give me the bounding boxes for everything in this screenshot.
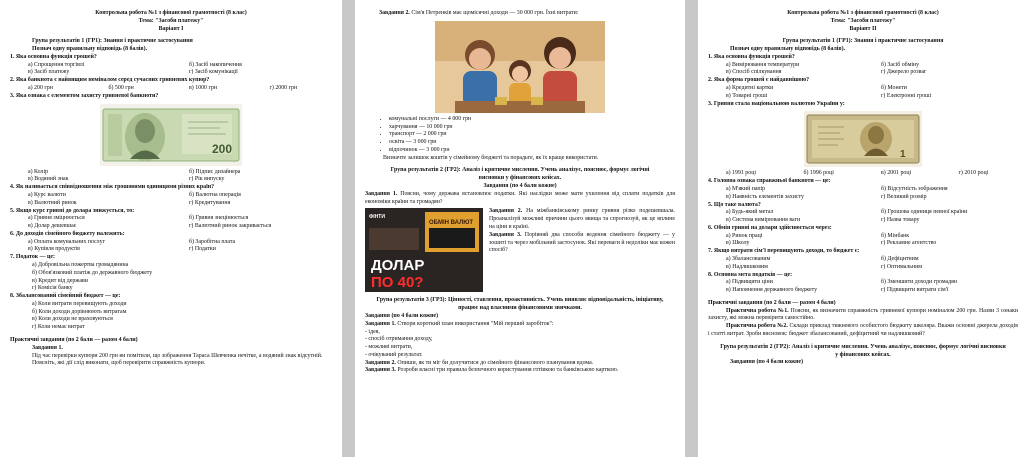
page-topic: Тема: "Засоби платежу" [138, 17, 204, 24]
answer: а) Гривня зміцнюється [28, 215, 85, 222]
page-continuation [355, 0, 685, 457]
answer: в) Школу [726, 240, 750, 247]
answer: а) Добровільна пожертва громадянина [32, 261, 129, 268]
question-6: 6. Обмін гривні на долари здійснюється через: [708, 224, 832, 231]
question-5: 5. Якщо курс гривні до долара знижується, то: [10, 207, 135, 214]
answer: г) Джерело розваг [881, 69, 927, 76]
task-label: Завдання 3. [365, 367, 396, 374]
answer: г) Підвищити витрати сім'ї [881, 287, 949, 294]
answer: б) Мінбанк [881, 232, 910, 239]
question-1: 1. Яка основна функція грошей? [10, 53, 97, 60]
banknote-value: 1 [900, 149, 906, 161]
answer: а) Оплата комунальних послуг [28, 238, 105, 245]
task-label: Завдання 2. [379, 10, 410, 16]
answer: в) Наявність елементів захисту [726, 193, 804, 200]
task-text: Визначте залишок коштів у сімейному бюджеті та порадьте, як їх краще використати. [383, 154, 599, 161]
answer: в) Кредит від держави [32, 277, 88, 284]
task-label: Завдання 1. [365, 320, 396, 327]
answer: б) Валютна операція [189, 191, 241, 198]
plan-item: - спосіб отримання доходу, [365, 336, 433, 343]
group-heading: Група результатів 3 (ГР3): Цінності, ставлення, проактивність. Учень виявляє відповідальність, ініціативу, працює над власними фінансовими звичками. [376, 297, 664, 312]
page-variant: Варіант ІІ [849, 25, 877, 32]
answer: г) 2000 грн [269, 85, 298, 92]
page-topic: Тема: "Засоби платежу" [830, 17, 896, 24]
task-label: Завдання 1. [365, 190, 398, 197]
task-text: Поясніть, які дії слід виконати, щоб перевірити справжність купюри. [32, 360, 206, 367]
answer: б) Коли доходи дорівнюють витратам [32, 308, 127, 315]
answer: в) Водяний знак [28, 176, 69, 183]
answer: г) Комісія банку [32, 285, 73, 292]
list-item: • харчування — 10 000 грн [389, 124, 675, 132]
task-text: Створи короткий план використання "Мій перший заробіток": [397, 320, 554, 327]
answer: в) Спосіб спілкування [726, 69, 782, 76]
list-item: • відпочинок — 3 000 грн [389, 147, 675, 155]
page-title: Контрольна робота №1 з фінансової грамотності (8 клас) [95, 10, 247, 16]
answer: б) Підпис дизайнера [189, 168, 241, 175]
answer: а) Колір [28, 168, 49, 175]
task-text: Опиши, як ти міг би долучитися до сімейного фінансового планування вдома. [397, 359, 594, 366]
plan-item: - можливі витрати, [365, 344, 413, 351]
answer: г) 2010 році [958, 170, 989, 177]
task-label: Завдання 3. [489, 231, 522, 238]
question-7: 7. Податок — це: [10, 254, 55, 261]
question-3: 3. Гривня стала національною валютою України у: [708, 100, 845, 107]
list-item: • освіта — 3 000 грн [389, 139, 675, 147]
answer: в) Купівля продуктів [28, 246, 80, 253]
answer: г) Електронні гроші [881, 92, 932, 99]
page-variant: Варіант І [158, 25, 184, 32]
answer: г) Кредитування [189, 199, 231, 206]
answer: г) Оптимальним [881, 263, 922, 270]
points-note: Завдання (по 4 бали кожне) [365, 312, 439, 319]
exchange-sign: ОБМІН ВАЛЮТ [429, 220, 473, 227]
answer: в) Товарні гроші [726, 92, 768, 99]
task-label: Практична робота №2. [726, 323, 788, 330]
headline-line-1: ДОЛАР [371, 257, 425, 275]
list-item: • транспорт — 2 000 грн [389, 131, 675, 139]
question-2: 2. Яка банкнота є найвищим номіналом серед сучасних гривневих купюр? [10, 77, 210, 84]
answer: б) Грошова одиниця певної країни [881, 209, 968, 216]
answer: б) Засіб обміну [881, 61, 920, 68]
practical-heading: Практичні завдання (по 2 бали — разом 4 бали) [10, 337, 138, 343]
answer: а) Збалансованим [726, 255, 771, 262]
question-5: 5. Що таке валюта? [708, 201, 761, 208]
task-text: Поясни, як визначити справжність гривневої купюри номіналом 200 грн. Назви 3 ознаки захисту, які можна перевірити самостійно. [708, 307, 1018, 322]
plan-item: - ідея, [365, 328, 380, 335]
currency-exchange-image [365, 208, 483, 292]
family-budget-image [435, 21, 605, 113]
expense-list [365, 116, 675, 155]
answer: а) Будь-який метал [726, 209, 774, 216]
list-item: • комунальні послуги — 4 000 грн [389, 116, 675, 124]
banknote-200-image [100, 104, 242, 166]
task-text: Під час перевірки купюри 200 грн ви помітили, що зображення Тараса Шевченка нечітке, а водяний знак відсутній. [32, 352, 323, 359]
answer: а) Спрощення торгівлі [28, 61, 85, 68]
question-4: 4. Головна ознака справжньої банкноти — це: [708, 178, 831, 185]
task-text: Порівняй два способи ведення сімейного бюджету — у зошиті та через мобільний застосунок. Які переваги й недоліки має кожен спосіб? [489, 231, 675, 254]
answer: б) Гривня знецінюється [189, 215, 249, 222]
group-heading: Група результатів 1 (ГР1): Знання і практичне застосування [782, 38, 944, 45]
question-7: 7. Якщо витрати сім'ї перевищують доходи, то бюджет є: [708, 248, 860, 255]
brand-logo: ФІНТИ [369, 214, 385, 221]
task-text: На міжбанківському ринку гривня різко подешевшала. Проаналізуй можливі причини цього явища та спрогнозуй, як це вплине на ціни в країні. [489, 208, 675, 230]
answer: в) Надлишковим [726, 263, 768, 270]
answer: б) Монети [881, 85, 907, 92]
answer: г) Валютний ринок закривається [189, 223, 272, 230]
task-text: Поясни, чому держава встановлює податки. Які наслідки може мати ухилення від сплати податків для економіки країни та громадян? [365, 190, 675, 205]
question-8: 8. Збалансований сімейний бюджет — це: [10, 293, 121, 300]
answer: а) Підвищити ціни [726, 279, 773, 286]
answer: г) Податки [189, 246, 216, 253]
answer: в) Засіб платежу [28, 69, 70, 76]
answer: а) М'який папір [726, 185, 766, 192]
task-label: Завдання 2. [489, 208, 523, 215]
answer: в) Валютний ринок [28, 199, 77, 206]
banknote-1-hryvnia-image [804, 111, 922, 167]
answer: а) 200 грн [28, 85, 53, 92]
group-heading: Група результатів 2 (ГР2): Аналіз і критичне мислення. Учень аналізує, пояснює, формує логічні висновки у фінансових кейсах. [720, 343, 1006, 358]
page-variant-2 [698, 0, 1028, 457]
question-1: 1. Яка основна функція грошей? [708, 53, 795, 60]
answer: г) Назва товару [881, 217, 920, 224]
answer: б) 500 грн [108, 85, 134, 92]
points-note: Завдання (по 4 бали кожне) [730, 359, 804, 366]
plan-item: - очікуваний результат. [365, 351, 423, 358]
answer: г) Коли немає витрат [32, 324, 85, 331]
answer: а) 1991 році [726, 170, 756, 177]
question-8: 8. Основна мета податків — це: [708, 271, 793, 278]
answer: в) 1000 грн [189, 85, 217, 92]
answer: в) Коли доходи не враховуються [32, 316, 113, 323]
answer: а) Кредитні картки [726, 85, 774, 92]
answer: а) Курс валюти [28, 191, 66, 198]
answer: б) Зменшити доходи громадян [881, 279, 958, 286]
answer: в) 2001 році [881, 170, 912, 177]
task-label: Практична робота №1. [726, 307, 789, 314]
answer: а) Ринок праці [726, 232, 763, 239]
points-note: Завдання (по 4 бали кожне) [483, 183, 557, 190]
answer: б) Заробітна плата [189, 238, 236, 245]
answer: в) Долар дешевшає [28, 223, 77, 230]
task-text: Розроби власні три правила безпечного користування готівкою та банківською карткою. [397, 367, 619, 374]
group-heading: Група результатів 2 (ГР2): Аналіз і критичне мислення. Учень аналізує, пояснює, формує логічні висновки у фінансових кейсах. [390, 167, 650, 182]
task-text: Склади приклад тижневого особистого бюджету школяра. Вкажи основні джерела доходів і статті витрат. Зроби висновок: бюджет збалансований, дефіцитний чи надлишковий? [708, 323, 1018, 337]
answer: г) Рік випуску [189, 176, 225, 183]
task-text: Сім'я Петренків має щомісячні доходи — 30 000 грн. Їхні витрати: [411, 10, 579, 16]
banknote-value: 200 [212, 141, 233, 156]
practical-heading: Практичні завдання (по 2 бали — разом 4 бали) [708, 299, 836, 306]
answer: в) Система вимірювання ваги [726, 217, 801, 224]
instruction: Познач одну правильну відповідь (8 балів). [730, 46, 846, 53]
answer: б) Відсутність зображення [881, 185, 948, 192]
page-variant-1 [0, 0, 342, 457]
answer: б) Дефіцитним [881, 255, 919, 262]
answer: б) Обов'язковий платіж до державного бюджету [32, 269, 153, 276]
task-label: Завдання 2. [365, 359, 396, 366]
page-title: Контрольна робота №1 з фінансової грамотності (8 клас) [787, 10, 939, 16]
answer: б) Засіб накопичення [189, 61, 242, 68]
question-3: 3. Яка ознака є елементом захисту гривневої банкноти? [10, 92, 159, 99]
question-4: 4. Як називається співвідношення між грошовими одиницями різних країн? [10, 184, 215, 191]
answer: г) Засіб комунікації [189, 69, 238, 76]
answer: б) 1996 році [803, 170, 834, 177]
answer: а) Коли витрати перевищують доходи [32, 300, 127, 307]
task-label: Завдання 1. [32, 344, 63, 351]
instruction: Познач одну правильну відповідь (8 балів). [32, 46, 148, 53]
group-heading: Група результатів 1 (ГР1): Знання і практичне застосування [32, 38, 193, 45]
answer: г) Великий розмір [881, 193, 927, 200]
answer: а) Вимірювання температури [726, 61, 800, 68]
question-6: 6. До доходів сімейного бюджету належить: [10, 230, 125, 237]
question-2: 2. Яка форма грошей є найдавнішою? [708, 77, 810, 84]
answer: г) Рекламне агентство [881, 240, 937, 247]
answer: в) Наповнення державного бюджету [726, 287, 818, 294]
headline-line-2: ПО 40? [371, 274, 424, 292]
